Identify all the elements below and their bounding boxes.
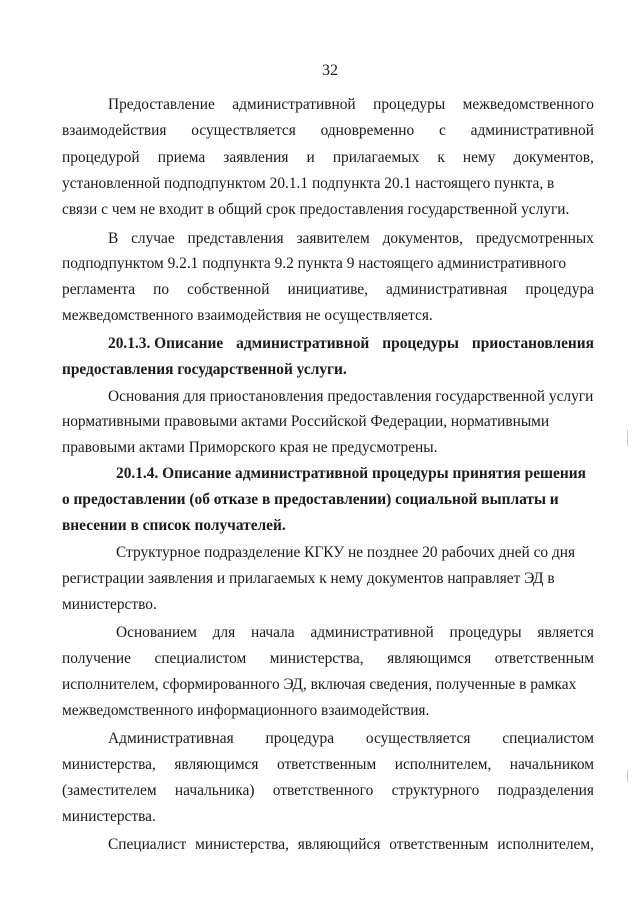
text-line: В случае представления заявителем документов, предусмотренных — [108, 230, 594, 247]
text-line: регламента по собственной инициативе, административная процедура — [62, 281, 594, 298]
text-line: регистрации заявления и прилагаемых к нему документов направляет ЭД в — [62, 570, 555, 587]
text-line: взаимодействия осуществляется одновременно с административной — [62, 122, 594, 139]
text-line: Основанием для начала административной процедуры является — [116, 624, 594, 641]
heading-line: предоставления государственной услуги. — [62, 361, 347, 378]
text-line: связи с чем не входит в общий срок предоставления государственной услуги. — [62, 201, 570, 218]
text-line: подподпунктом 9.2.1 подпункта 9.2 пункта 9 настоящего административного — [62, 255, 567, 272]
text-line: правовыми актами Приморского края не предусмотрены. — [62, 439, 438, 456]
text-line: исполнителем, сформированного ЭД, включая сведения, полученные в рамках — [62, 676, 577, 693]
text-line: Административная процедура осуществляется специалистом — [108, 730, 594, 747]
heading-line: 20.1.4. Описание административной процедуры принятия решения — [116, 465, 586, 482]
text-line: министерства, являющимся ответственным исполнителем, начальником — [62, 756, 594, 773]
text-line: Предоставление административной процедуры межведомственного — [108, 96, 594, 113]
text-line: Структурное подразделение КГКУ не позднее 20 рабочих дней со дня — [116, 544, 576, 561]
heading-line: внесении в список получателей. — [62, 517, 286, 534]
text-line: (заместителем начальника) ответственного структурного подразделения — [62, 782, 594, 799]
scan-edge-mark — [627, 770, 628, 782]
text-line: установленной подподпунктом 20.1.1 подпункта 20.1 настоящего пункта, в — [62, 175, 555, 192]
text-line: министерства. — [62, 808, 156, 825]
text-line: получение специалистом министерства, являющимся ответственным — [62, 650, 594, 667]
text-line: межведомственного информационного взаимодействия. — [62, 702, 430, 719]
text-line: Специалист министерства, являющийся ответственным исполнителем, — [108, 836, 594, 853]
heading-line: 20.1.3. Описание административной процедуры приостановления — [108, 335, 594, 352]
text-line: межведомственного взаимодействия не осуществляется. — [62, 307, 433, 324]
page-number: 32 — [322, 62, 338, 79]
text-line: министерство. — [62, 596, 157, 613]
scan-edge-mark — [627, 430, 628, 446]
text-line: процедурой приема заявления и прилагаемых к нему документов, — [62, 149, 594, 166]
text-line: нормативными правовыми актами Российской Федерации, нормативными — [62, 413, 550, 430]
heading-line: о предоставлении (об отказе в предоставлении) социальной выплаты и — [62, 491, 559, 508]
text-line: Основания для приостановления предоставления государственной услуги — [108, 388, 594, 405]
